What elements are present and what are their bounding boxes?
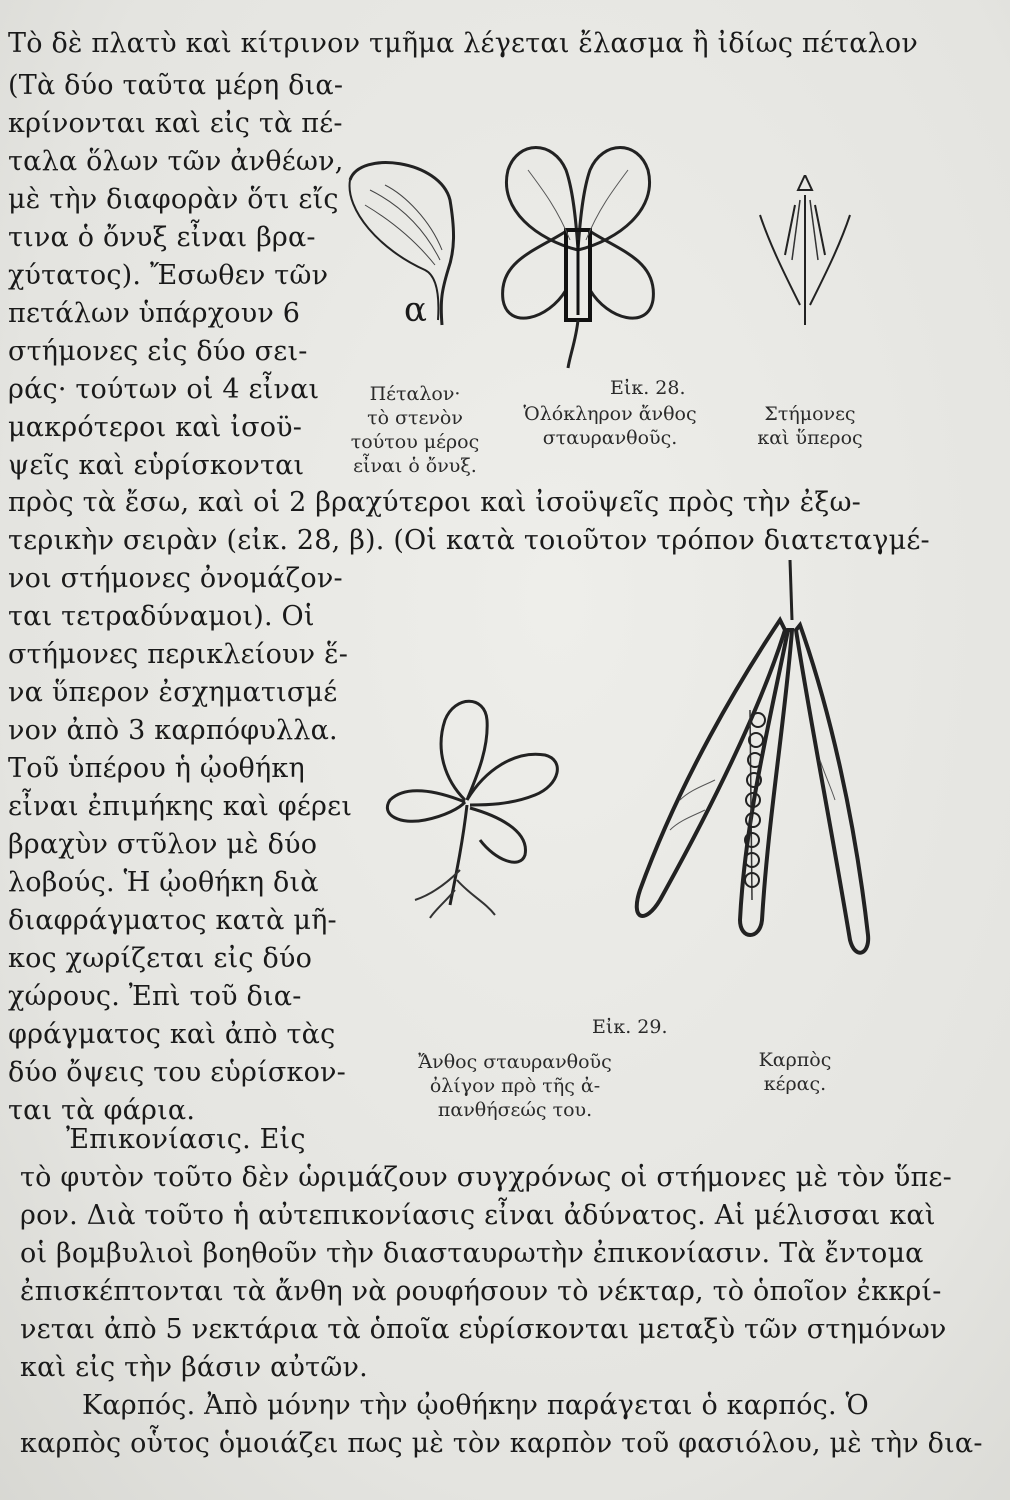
caption-line: Καρπὸς xyxy=(758,1049,832,1071)
text-line: λοβούς. Ἡ ᾠοθήκη διὰ xyxy=(8,867,319,898)
text-line: τερικὴν σειρὰν (εἰκ. 28, β). (Οἱ κατὰ τοιοῦτον τρόπον διατεταγμέ- xyxy=(8,525,930,556)
text-line: Τοῦ ὑπέρου ἡ ᾠοθήκη xyxy=(8,753,305,784)
text-line: καρπὸς οὗτος ὁμοιάζει πως μὲ τὸν καρπὸν τοῦ φασιόλου, μὲ τὴν δια- xyxy=(20,1428,983,1459)
figure-29-number: Εἰκ. 29. xyxy=(592,1016,668,1038)
text-line: στήμονες εἰς δύο σει- xyxy=(8,336,308,367)
section-heading-fruit: Καρπός. Ἀπὸ μόνην τὴν ᾠοθήκην παράγεται ὁ καρπός. Ὁ xyxy=(82,1390,869,1421)
stamens-pistil-illustration xyxy=(740,175,870,335)
caption-line: πανθήσεώς του. xyxy=(437,1099,593,1121)
caption-line: ὀλίγον πρὸ τῆς ἀ- xyxy=(429,1075,601,1097)
cruciferous-flower-illustration xyxy=(375,690,575,920)
text-line: κος χωρίζεται εἰς δύο xyxy=(8,943,313,974)
caption-line: Στήμονες xyxy=(764,403,856,425)
caption-whole-flower xyxy=(520,402,700,450)
text-line: ται τὰ φάρια. xyxy=(8,1095,196,1126)
caption-line: Ἄνθος σταυρανθοῦς xyxy=(418,1051,612,1073)
text-line: ταλα ὅλων τῶν ἀνθέων, xyxy=(8,146,344,177)
text-line: δύο ὄψεις του εὑρίσκον- xyxy=(8,1057,346,1088)
text-line: ται τετραδύναμοι). Οἱ xyxy=(8,601,315,632)
caption-stamens xyxy=(740,402,880,450)
caption-line: τούτου μέρος xyxy=(350,431,480,453)
text-line: ράς· τούτων οἱ 4 εἶναι xyxy=(8,374,320,405)
text-line: τὸ φυτὸν τοῦτο δὲν ὡριμάζουν συγχρόνως οἱ στήμονες μὲ τὸν ὕπε- xyxy=(20,1162,952,1193)
text-line: πρὸς τὰ ἔσω, καὶ οἱ 2 βραχύτεροι καὶ ἰσοϋψεῖς πρὸς τὴν ἐξω- xyxy=(8,487,862,518)
text-line: πετάλων ὑπάρχουν 6 xyxy=(8,298,301,329)
text-line: νεται ἀπὸ 5 νεκτάρια τὰ ὁποῖα εὑρίσκονται μεταξὺ τῶν στημόνων xyxy=(20,1314,947,1345)
figure-mark-a: α xyxy=(404,290,427,330)
caption-line: τὸ στενὸν xyxy=(367,407,463,429)
text-line: (Τὰ δύο ταῦτα μέρη δια- xyxy=(8,70,344,101)
caption-line: σταυρανθοῦς. xyxy=(542,427,678,449)
caption-fruit xyxy=(730,1048,860,1096)
text-line: καὶ εἰς τὴν βάσιν αὐτῶν. xyxy=(20,1352,368,1383)
text-line: μακρότεροι καὶ ἰσοϋ- xyxy=(8,412,303,443)
text-line: χύτατος). Ἔσωθεν τῶν xyxy=(8,260,329,291)
text-line: ρον. Διὰ τοῦτο ἡ αὐτεπικονίασις εἶναι ἀδύνατος. Αἱ μέλισσαι καὶ xyxy=(20,1200,936,1231)
text-line: βραχὺν στῦλον μὲ δύο xyxy=(8,829,318,860)
caption-cruciferous-flower xyxy=(380,1050,650,1122)
silique-fruit-illustration xyxy=(620,560,880,980)
text-line: ἐπισκέπτονται τὰ ἄνθη νὰ ρουφήσουν τὸ νέκταρ, τὸ ὁποῖον ἐκκρί- xyxy=(20,1276,942,1307)
whole-flower-illustration xyxy=(478,100,678,370)
caption-line: εἶναι ὁ ὄνυξ. xyxy=(353,455,477,477)
text-line: φράγματος καὶ ἀπὸ τὰς xyxy=(8,1019,336,1050)
text-line: να ὕπερον ἐσχηματισμέ xyxy=(8,677,338,708)
text-line: νον ἀπὸ 3 καρπόφυλλα. xyxy=(8,715,338,746)
section-heading-pollination: Ἐπικονίασις. Εἰς xyxy=(66,1124,306,1155)
text-line: εἶναι ἐπιμήκης καὶ φέρει xyxy=(8,791,353,822)
text-line: νοι στήμονες ὀνομάζον- xyxy=(8,563,343,594)
text-line: στήμονες περικλείουν ἕ- xyxy=(8,639,349,670)
text-line: ψεῖς καὶ εὑρίσκονται xyxy=(8,450,305,481)
text-line: οἱ βομβυλιοὶ βοηθοῦν τὴν διασταυρωτὴν ἐπικονίασιν. Τὰ ἔντομα xyxy=(20,1238,924,1269)
caption-line: Πέταλον· xyxy=(369,383,461,405)
text-line: κρίνονται καὶ εἰς τὰ πέ- xyxy=(8,108,343,139)
text-line: μὲ τὴν διαφορὰν ὅτι εἴς xyxy=(8,184,339,215)
text-line: Τὸ δὲ πλατὺ καὶ κίτρινον τμῆμα λέγεται ἔλασμα ἢ ἰδίως πέταλον xyxy=(8,28,919,59)
caption-line: Ὁλόκληρον ἄνθος xyxy=(523,403,697,425)
caption-line: κέρας. xyxy=(763,1073,827,1095)
figure-28-number: Εἰκ. 28. xyxy=(610,377,686,399)
text-line: διαφράγματος κατὰ μῆ- xyxy=(8,905,337,936)
text-line: χώρους. Ἐπὶ τοῦ δια- xyxy=(8,981,302,1012)
caption-line: καὶ ὕπερος xyxy=(757,427,863,449)
text-line: τινα ὁ ὄνυξ εἶναι βρα- xyxy=(8,222,316,253)
caption-petal xyxy=(330,382,500,478)
